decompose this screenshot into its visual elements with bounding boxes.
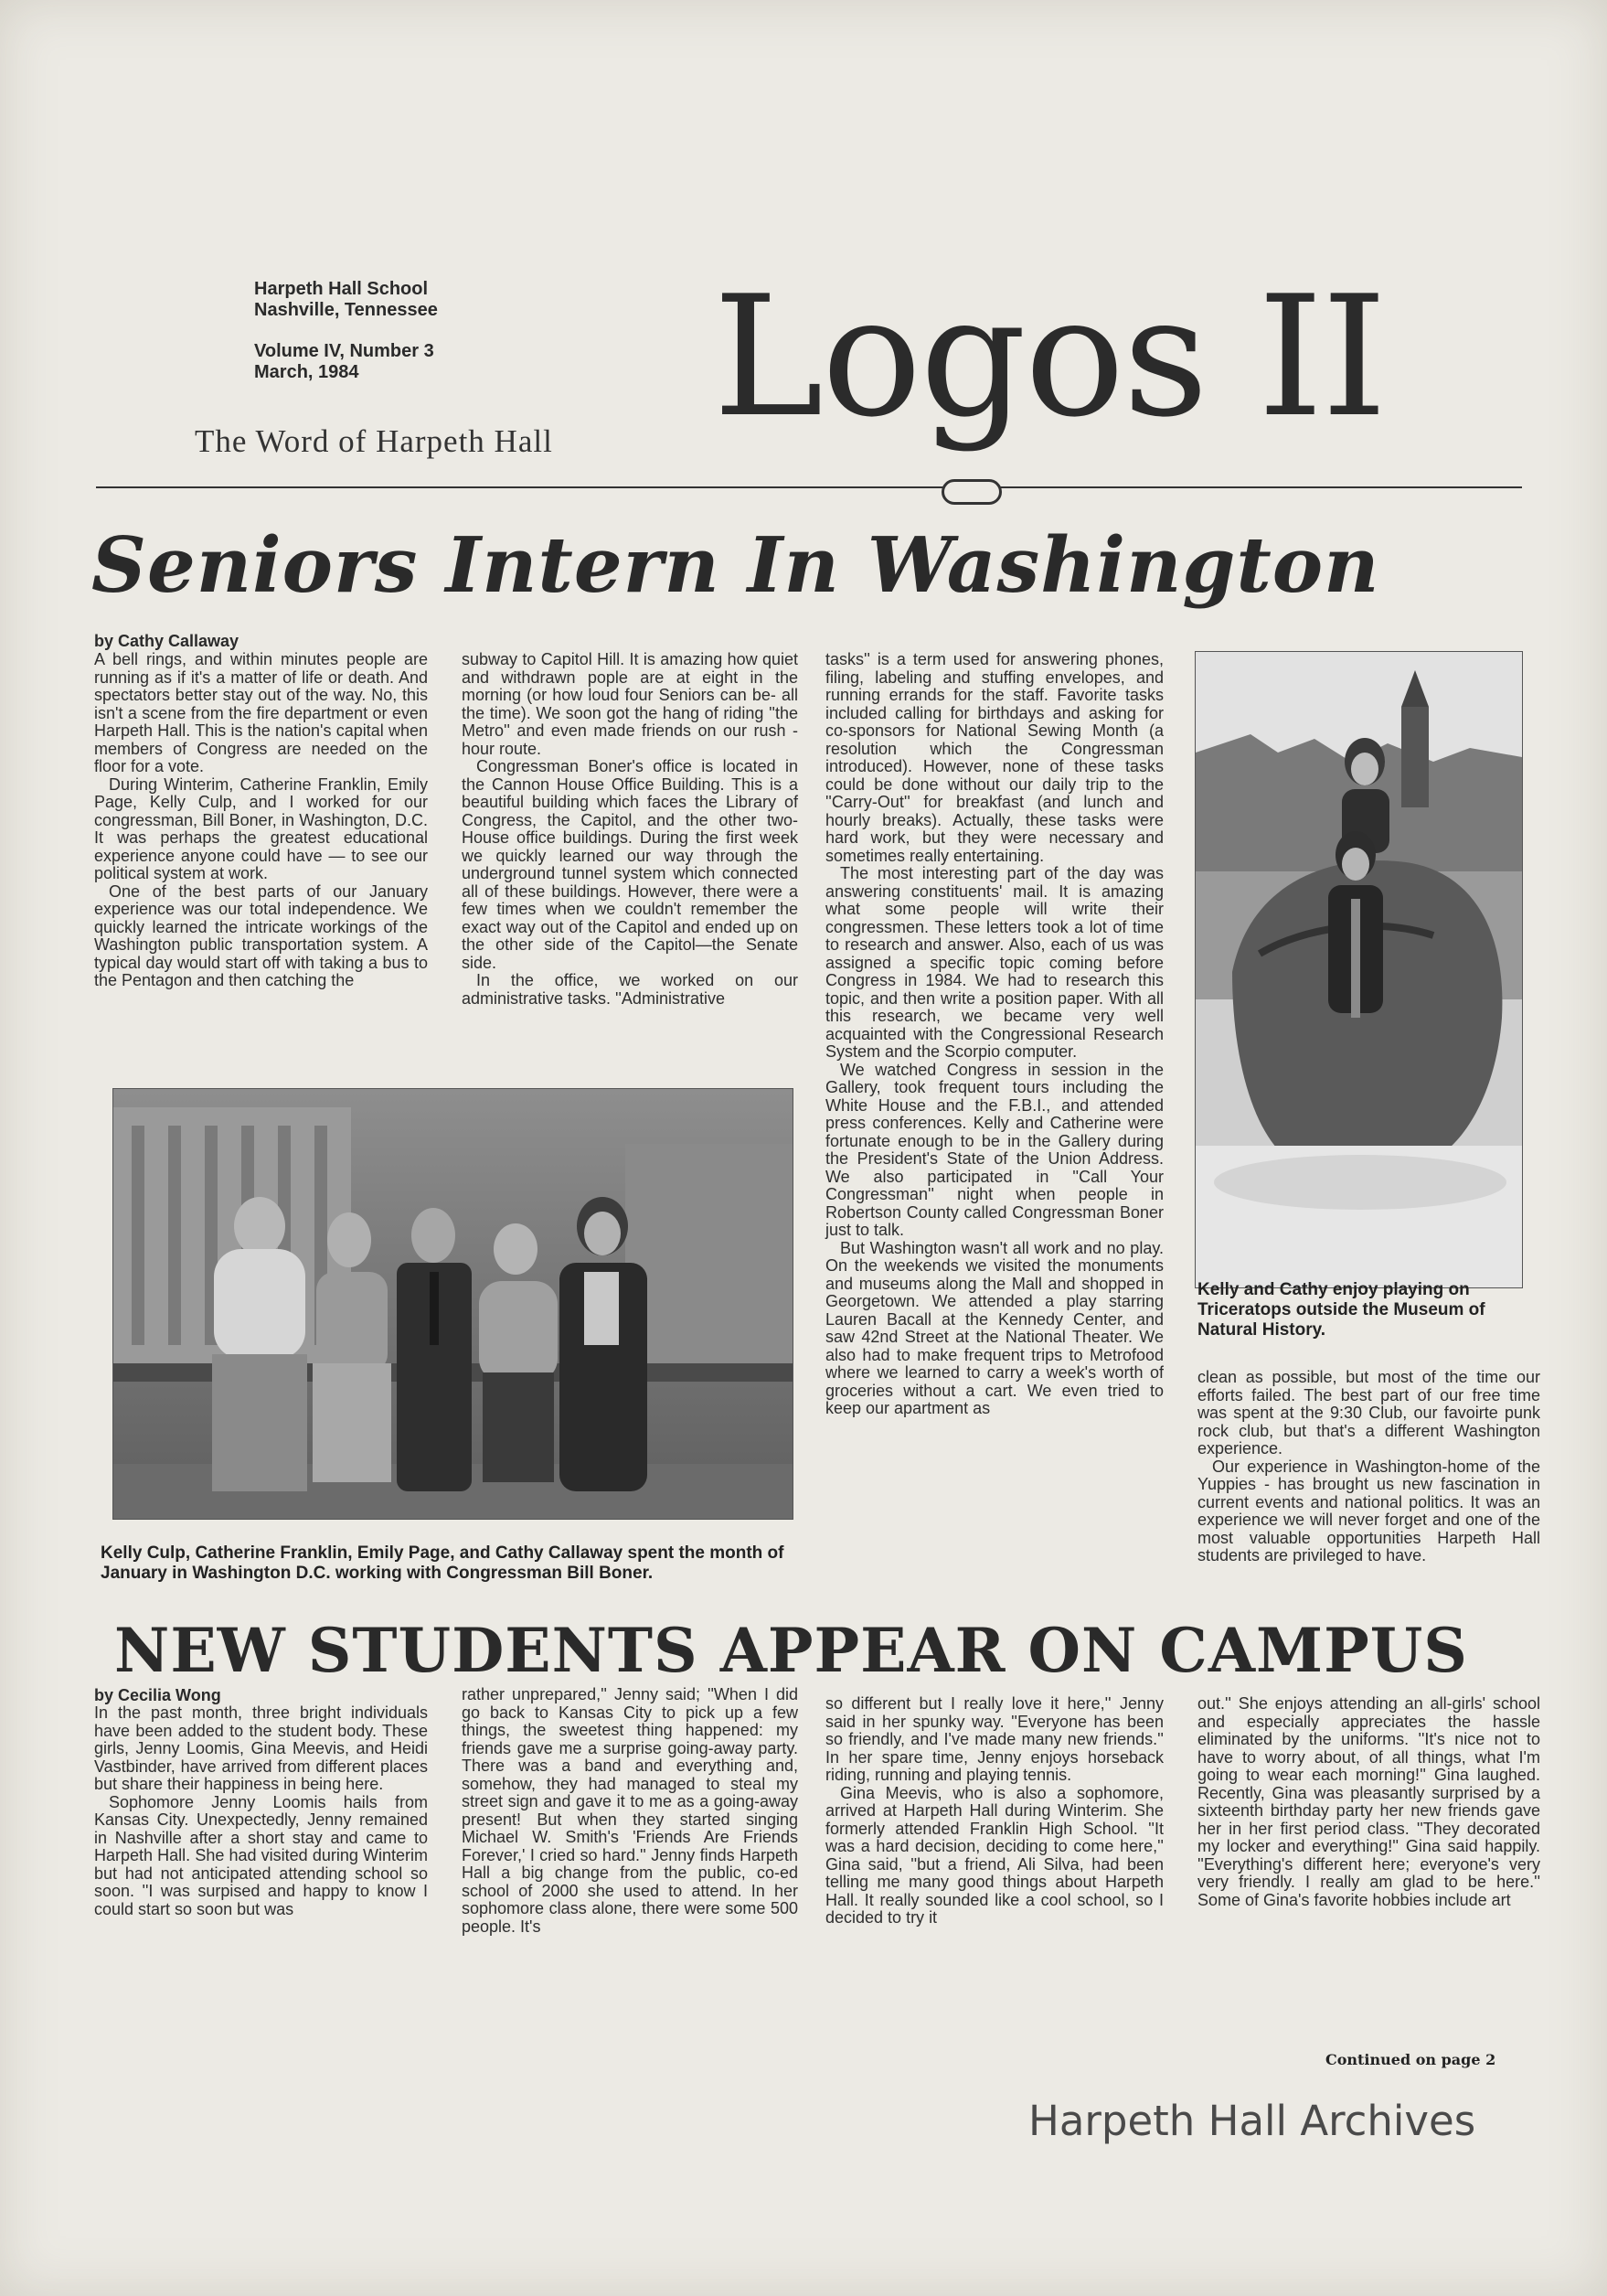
paragraph: Our experience in Washington-home of the Yuppies - has brought us new fascination in current events and national politics. It was an experience we will never forget and one of the most valuable opportunities Harpeth Hall students are privileged to have. [1197, 1457, 1540, 1564]
group-photo-image [113, 1089, 793, 1519]
article2-column-2 [462, 1686, 798, 1936]
article1-column-1 [94, 651, 428, 990]
archive-watermark: Harpeth Hall Archives [1028, 2097, 1476, 2145]
group-photo-caption: Kelly Culp, Catherine Franklin, Emily Page, and Cathy Callaway spent the month of January in Washington D.C. working with Congressman Bill Boner. [101, 1543, 784, 1583]
rule-ornament [942, 479, 1002, 505]
paragraph: tasks'' is a term used for answering phones, filing, labeling and stuffing envelopes, and running errands for the staff. Favorite tasks included calling for birthdays and asking for co-sponsors for National Sewing Month (a resolution which the Congressman introduced). However, none of these tasks could be done without our daily trip to the ''Carry-Out'' for breakfast (and lunch and hourly breaks). Actually, these tasks were hard work, but they were necessary and sometimes really entertaining. [825, 650, 1164, 865]
school-city: Nashville, Tennessee [254, 300, 438, 320]
article1-column-3 [825, 651, 1164, 1418]
issue-info [254, 341, 434, 383]
triceratops-photo [1195, 651, 1523, 1288]
paragraph: One of the best parts of our January experience was our total independence. We quickly learned the intricate workings of the Washington public transportation system. A typical day would start off with taking a bus to the Pentagon and then catching the [94, 881, 428, 989]
paragraph: Congressman Boner's office is located in the Cannon House Office Building. This is a beautiful building which faces the Library of Congress, the Capitol, and the other two-House office buildings. During the first week we quickly learned our way through the underground tunnel system which connected all of these buildings. However, there were a few times when we couldn't remember the exact way out of the Capitol and ended up on the other side of the Capitol—the Senate side. [462, 757, 798, 972]
paragraph: subway to Capitol Hill. It is amazing how quiet and withdrawn pople are at eight in the morning (or how loud four Seniors can be- all the time). We soon got the hang of riding ''the Metro'' and even made friends on our rush -hour route. [462, 650, 798, 758]
issue-volume: Volume IV, Number 3 [254, 341, 434, 361]
article2-column-4 [1197, 1695, 1540, 1909]
paragraph: A bell rings, and within minutes people are running as if it's a matter of life or death. And spectators better stay out of the way. No, this isn't a scene from the fire department or even Harpeth Hall. This is the nation's capital when members of Congress are needed on the floor for a vote. [94, 650, 428, 775]
paragraph: clean as possible, but most of the time our efforts failed. The best part of our free time was spent at the 9:30 Club, our favoirte punk rock club, but that's a different Washington experience. [1197, 1368, 1540, 1458]
paragraph: In the office, we worked on our administrative tasks. ''Administrative [462, 971, 798, 1008]
school-info [254, 279, 438, 321]
paragraph: We watched Congress in session in the Gallery, took frequent tours including the White House and the F.B.I., and attended press conferences. Kelly and Catherine were fortunate enough to be in the Gallery during the President's State of the Union Address. We also participated in ''Call Your Congressman'' night when people in Robertson County called Congressman Boner just to talk. [825, 1060, 1164, 1239]
article2-column-1 [94, 1704, 428, 1918]
article2-column-3 [825, 1695, 1164, 1928]
masthead-rule [96, 486, 1522, 488]
issue-date: March, 1984 [254, 362, 359, 382]
school-name: Harpeth Hall School [254, 279, 429, 299]
article2-byline: by Cecilia Wong [94, 1686, 221, 1704]
article1-column-2 [462, 651, 798, 1008]
article1-column-4 [1197, 1369, 1540, 1565]
paragraph: out.'' She enjoys attending an all-girls' school and especially appreciates the hassle eliminated by the uniforms. ''It's nice not to have to worry about, of all things, what I'm going to wear each morning!'' Gina laughed. Recently, Gina was pleasantly surprised by a sixteenth birthday party her new friends gave her in her first period class. ''They decorated my locker and everything!'' Gina said happily. ''Everything's different here; everyone's very very friendly. I really am glad to be here.'' Some of Gina's favorite hobbies include art [1197, 1694, 1540, 1909]
continued-note: Continued on page 2 [1325, 2051, 1496, 2068]
paragraph: But Washington wasn't all work and no play. On the weekends we visited the monuments and museums along the Mall and shopped in Georgetown. We attended a play starring Lauren Bacall at the Kennedy Center, and saw 42nd Street at the National Theater. We also had to make frequent trips to Metrofood where we learned to carry a week's worth of groceries without a cart. We even tried to keep our apartment as [825, 1238, 1164, 1417]
paragraph: The most interesting part of the day was answering constituents' mail. It is amazing what some people will write their congressmen. These letters took a lot of time to research and answer. Also, each of us was assigned a specific topic coming before Congress in 1984. We had to research this topic, and then write a position paper. With all this research, we became very well acquainted with the Congressional Research System and the Scorpio computer. [825, 864, 1164, 1061]
tagline: The Word of Harpeth Hall [195, 423, 553, 459]
masthead-title: Logos II [713, 260, 1386, 454]
paragraph: In the past month, three bright individuals have been added to the student body. These girls, Jenny Loomis, Gina Meevis, and Heidi Vastbinder, have arrived from different places but share their happiness in being here. [94, 1703, 428, 1793]
article1-byline: by Cathy Callaway [94, 632, 239, 650]
triceratops-photo-caption: Kelly and Cathy enjoy playing on Triceratops outside the Museum of Natural History. [1197, 1280, 1485, 1340]
article2-headline: NEW STUDENTS APPEAR ON CAMPUS [114, 1615, 1468, 1686]
triceratops-photo-image [1196, 652, 1522, 1287]
paragraph: so different but I really love it here,'' Jenny said in her spunky way. ''Everyone has been so friendly, and I've made many new friends.'' In her spare time, Jenny enjoys horseback riding, running and playing tennis. [825, 1694, 1164, 1784]
group-photo [112, 1088, 793, 1520]
paragraph: Gina Meevis, who is also a sophomore, arrived at Harpeth Hall during Winterim. She formerly attended Franklin High School. ''It was a hard decision, deciding to come here,'' Gina said, ''but a friend, Ali Silva, had been telling me many good things about Harpeth Hall. It really sounded like a cool school, so I decided to try it [825, 1783, 1164, 1927]
paragraph: Sophomore Jenny Loomis hails from Kansas City. Unexpectedly, Jenny remained in Nashville after a short stay and came to Harpeth Hall. She had visited during Winterim but had not anticipated attending school so soon. ''I was surpised and happy to know I could start so soon but was [94, 1792, 428, 1918]
paragraph: During Winterim, Catherine Franklin, Emily Page, Kelly Culp, and I worked for our congressman, Bill Boner, in Washington, D.C. It was perhaps the greatest educational experience anyone could have — to see our political system at work. [94, 774, 428, 882]
article1-headline: Seniors Intern In Washington [91, 520, 1380, 610]
paragraph: rather unprepared,'' Jenny said; ''When I did go back to Kansas City to pick up a few things, the sweetest thing happened: my friends gave me a surprise going-away party. There was a band and everything and, somehow, they had managed to steal my street sign and gave it to me as a going-away present! But when they started singing Michael W. Smith's 'Friends Are Friends Forever,' I cried so hard.'' Jenny finds Harpeth Hall a big change from the public, co-ed school of 2000 she used to attend. In her sophomore class alone, there were some 500 people. It's [462, 1685, 798, 1936]
